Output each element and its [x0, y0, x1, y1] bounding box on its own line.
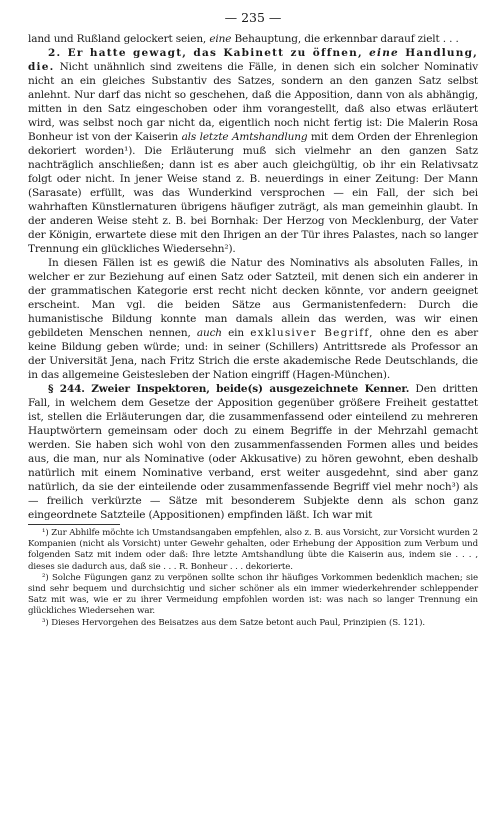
- paragraph-nominative: In diesen Fällen ist es gewiß die Natur des Nominativs als absoluten Falles, in welcher er zur Beziehung auf einen Satz oder Satzteil, mit denen sich ein anderer in der grammatischen Kategorie erst recht nicht decken könnte, vor andern geeignet erscheint. Man vgl. die beiden Sätze aus Germanistenfedern: Durch die humanistische Bildung konnte man damals allein das werden, was wir einen gebildeten Menschen nennen, auch ein exklusiver Begriff, ohne den es aber keine Bildung geben würde; und: in seiner (Schillers) Antrittsrede als Professor an der Universität Jena, nach Fritz Strich die erste akademische Rede Deutschlands, die in das allgemeine Geistesleben der Nation eingriff (Hagen-München).: [28, 257, 478, 381]
- paragraph-continuation: land und Rußland gelockert seien, eine Behauptung, die erkennbar darauf zielt . . .: [28, 33, 459, 45]
- footnote-3: ³) Dieses Hervorgehen des Beisatzes aus dem Satze betont auch Paul, Prinzipien (S. 121).: [42, 617, 425, 628]
- section-heading-244: § 244. Zweier Inspektoren, beide(s) ausgezeichnete Kenner.: [48, 383, 410, 395]
- main-text: [28, 32, 478, 522]
- footnote-1: ¹) Zur Abhilfe möchte ich Umstandsangaben empfehlen, also z. B. aus Vorsicht, zur Vorsicht wurden 2 Kompanien (nicht als Vorsicht) unter Gewehr gehalten, oder Erhebung der Apposition zum Verbum und folgenden Satz mit indem oder daß: Ihre letzte Amtshandlung übte die Kaiserin aus, indem sie . . . , dieses sie dadurch aus, daß sie . . . R. Bonheur . . . dekorierte.: [28, 528, 478, 572]
- footnote-2: ²) Solche Fügungen ganz zu verpönen sollte schon ihr häufiges Vorkommen bedenklich machen; sie sind sehr bequem und durchsichtig und sicher schöner als ein immer wiederkehrender schleppender Satz mit was, wie er zu ihrer Vermeidung empfohlen worden ist: was nach so langer Trennung ein glückliches Wiedersehen war.: [28, 572, 478, 617]
- section-heading-2: 2. Er hatte gewagt, das Kabinett zu öffnen, eine Handlung, die.: [28, 47, 478, 73]
- page-number: — 235 —: [224, 10, 282, 25]
- paragraph-section-244: § 244. Zweier Inspektoren, beide(s) ausgezeichnete Kenner. Den dritten Fall, in welchem dem Gesetze der Apposition gegenüber größere Freiheit gestattet ist, stellen die Erläuterungen dar, die zusammenfassend oder einteilend zu mehreren Hauptwörtern gemeinsam oder doch zu einem Begriffe in der Mehrzahl gemacht werden. Sie haben sich wohl von den zusammenfassenden Formen alles und beides aus, die man, nur als Nominative (oder Akkusative) zu hören gewohnt, eben deshalb natürlich mit einem Nominative verband, erst weiter ausgedehnt, sind aber ganz natürlich, da sie der einteilende oder zusammenfassende Begriff viel mehr noch³) als — freilich verkürzte — Sätze mit besonderem Subjekte denn als schon ganz eingeordnete Satzteile (Appositionen) empfinden läßt. Ich war mit: [28, 383, 478, 521]
- footnotes: [28, 528, 478, 629]
- footnote-divider: [28, 524, 120, 525]
- paragraph-section-2: 2. Er hatte gewagt, das Kabinett zu öffnen, eine Handlung, die. Nicht unähnlich sind zweitens die Fälle, in denen sich ein solcher Nominativ nicht an ein gleiches Substantiv des Satzes, sondern an den ganzen Satz selbst anlehnt. Nur darf das nicht so geschehen, daß die Apposition, dann von als abhängig, mitten in den Satz eingeschoben oder ihm vorangestellt, daß also etwas erläutert wird, was selbst noch gar nicht da, eigentlich noch nicht fertig ist: Die Malerin Rosa Bonheur ist von der Kaiserin als letzte Amtshandlung mit dem Orden der Ehrenlegion dekoriert worden¹). Die Erläuterung muß sich vielmehr an den ganzen Satz nachträglich anschließen; dann ist es aber auch gleichgültig, ob ihr ein Relativsatz folgt oder nicht. In jener Weise stand z. B. neuerdings in einer Zeitung: Der Mann (Sarasate) erfüllt, was das Wunderkind versprochen — ein Fall, der sich bei wahrhaften Künstlernaturen übrigens häufiger zuträgt, als man gemeinhin glaubt. In der anderen Weise steht z. B. bei Bornhak: Der Herzog von Mecklenburg, der Vater der Königin, erwartete diese mit den Ihrigen an der Tür ihres Palastes, nach so langer Trennung ein glückliches Wiedersehn²).: [28, 47, 478, 255]
